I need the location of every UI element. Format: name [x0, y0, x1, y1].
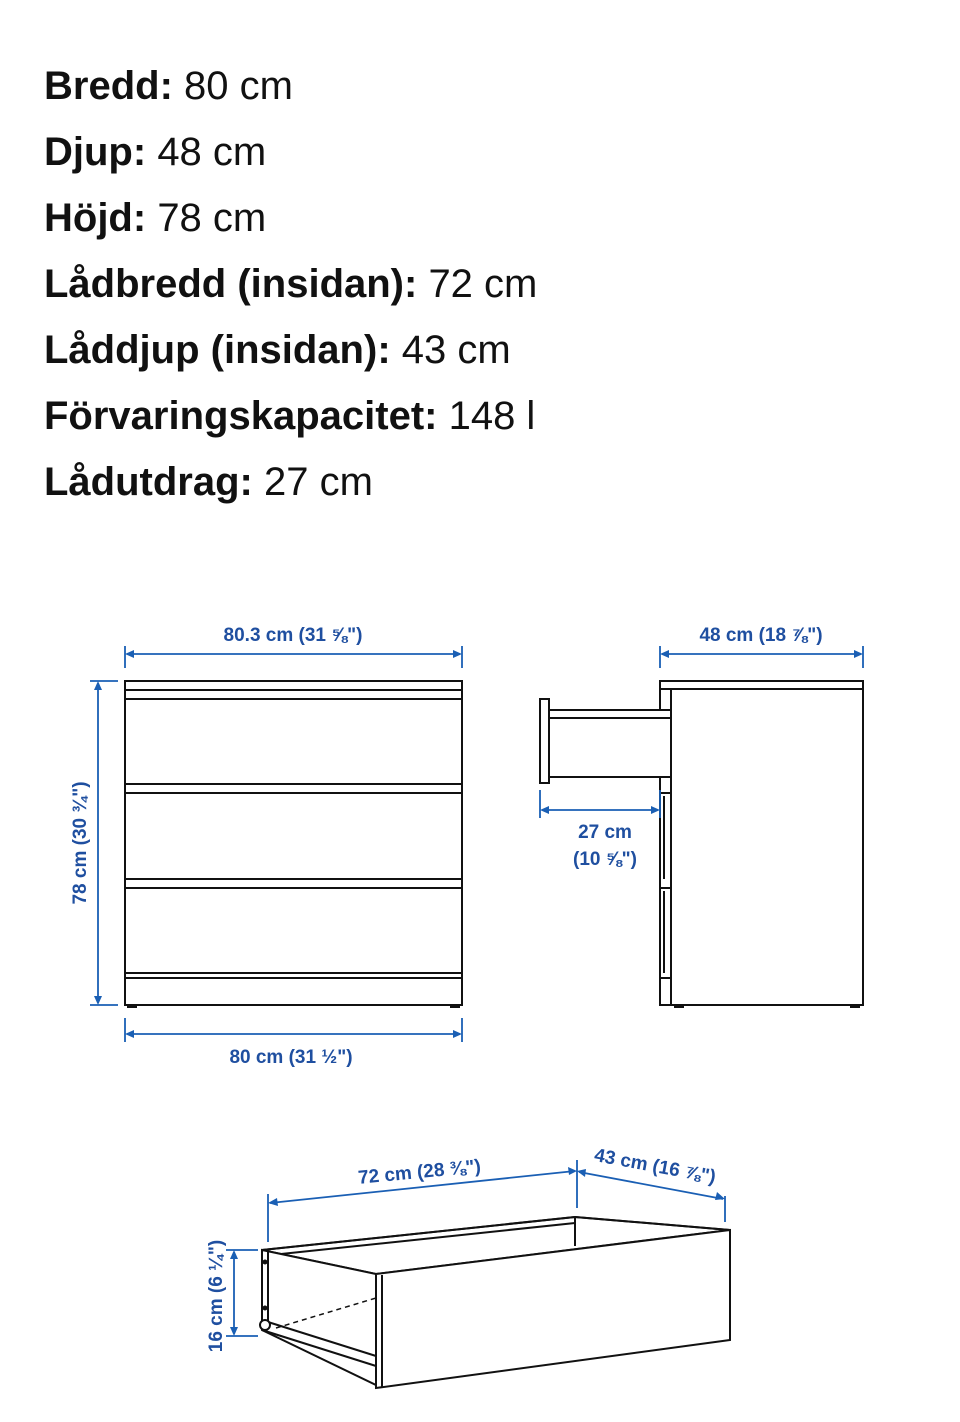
- drawer-drawing: [260, 1217, 730, 1388]
- spec-label: Förvaringskapacitet: [44, 394, 425, 438]
- side-depth-label: 48 cm (18 ⅞"): [699, 625, 823, 646]
- spec-height: Höjd: 78 cm: [44, 196, 267, 240]
- front-view-drawing: [125, 681, 462, 1008]
- spec-label: Låddjup (insidan): [44, 328, 378, 372]
- drawer-extension-label-line1: 27 cm: [578, 822, 632, 843]
- spec-drawer-extension: Lådutdrag: 27 cm: [44, 460, 373, 504]
- side-depth-dimension: [660, 625, 863, 668]
- front-bottom-width-dimension: [125, 1018, 462, 1068]
- spec-value: 80 cm: [184, 64, 293, 108]
- front-top-width-label: 80.3 cm (31 ⅝"): [223, 625, 363, 646]
- front-bottom-width-label: 80 cm (31 ½"): [229, 1047, 353, 1068]
- front-height-dimension: [70, 681, 118, 1005]
- drawer-height-dimension: [206, 1240, 258, 1353]
- drawer-inner-width-label: 72 cm (28 ⅜"): [357, 1156, 482, 1189]
- spec-drawer-width: Lådbredd (insidan): 72 cm: [44, 262, 538, 306]
- drawer-extension-label-line2: (10 ⅝"): [573, 849, 637, 870]
- drawer-inner-depth-dimension: [577, 1145, 725, 1222]
- drawer-height-label: 16 cm (6 ¼"): [206, 1239, 227, 1353]
- spec-width: Bredd: 80 cm: [44, 64, 293, 108]
- drawer-inner-depth-label: 43 cm (16 ⅞"): [592, 1145, 718, 1189]
- spec-label: Djup: [44, 130, 133, 174]
- spec-label: Lådbredd (insidan): [44, 262, 404, 306]
- side-view-drawing: [540, 681, 863, 1008]
- spec-drawer-depth: Låddjup (insidan): 43 cm: [44, 328, 511, 372]
- spec-depth: Djup: 48 cm: [44, 130, 267, 174]
- front-height-label: 78 cm (30 ¾"): [70, 781, 91, 905]
- spec-value: 43 cm: [401, 328, 511, 372]
- drawer-extension-dimension: [540, 790, 660, 870]
- spec-value: 48 cm: [157, 130, 267, 174]
- front-top-width-dimension: [125, 625, 462, 668]
- spec-label: Höjd: [44, 196, 133, 240]
- spec-value: 72 cm: [428, 262, 538, 306]
- spec-storage-capacity: Förvaringskapacitet: 148 l: [44, 394, 536, 438]
- spec-value: 78 cm: [157, 196, 267, 240]
- spec-value: 148 l: [448, 394, 536, 438]
- spec-label: Bredd: [44, 64, 160, 108]
- spec-label: Lådutdrag: [44, 460, 240, 504]
- spec-value: 27 cm: [263, 460, 373, 504]
